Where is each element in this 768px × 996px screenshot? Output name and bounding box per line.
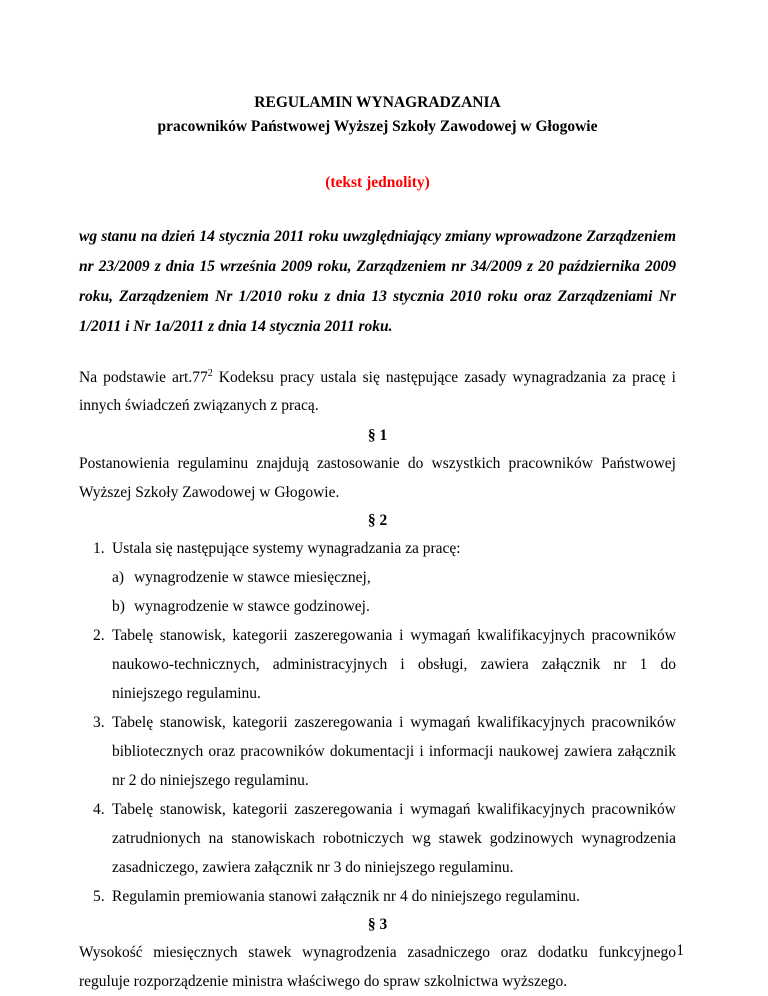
sublist-item-letter: b) (112, 598, 125, 615)
document-content (79, 92, 676, 996)
unified-text-label: (tekst jednolity) (325, 174, 430, 191)
list-item-number: 1. (93, 540, 105, 557)
legal-basis-superscript: 2 (207, 368, 213, 379)
document-subtitle: pracowników Państwowej Wyższej Szkoły Zawodowej w Głogowie (157, 118, 598, 135)
sublist-item (112, 592, 676, 621)
list-item-number: 5. (93, 888, 105, 905)
list-item (79, 534, 676, 621)
list-item (79, 621, 676, 708)
list-item-text: Regulamin premiowania stanowi załącznik nr 4 do niniejszego regulaminu. (112, 888, 580, 905)
status-paragraph: wg stanu na dzień 14 stycznia 2011 roku uwzględniający zmiany wprowadzone Zarządzeniem nr 23/2009 z dnia 15 września 2009 roku, Zarządzeniem nr 34/2009 z 20 października 2009 roku, Zarządzeniem Nr 1/2010 roku z dnia 13 stycznia 2010 roku oraz Zarządzeniami Nr 1/2011 i Nr 1a/2011 z dnia 14 stycznia 2011 roku. (79, 228, 676, 335)
list-item-text: Tabelę stanowisk, kategorii zaszeregowania i wymagań kwalifikacyjnych pracowników naukowo-technicznych, administracyjnych i obsługi, zawiera załącznik nr 1 do niniejszego regulaminu. (112, 627, 676, 702)
section-2-list (79, 534, 676, 911)
list-item-number: 2. (93, 627, 105, 644)
document-title: REGULAMIN WYNAGRADZANIA (254, 94, 501, 111)
legal-basis-after: Kodeksu pracy ustala się następujące zasady wynagradzania za pracę i innych świadczeń związanych z pracą. (79, 369, 676, 414)
list-item (79, 882, 676, 911)
list-item-text: Tabelę stanowisk, kategorii zaszeregowania i wymagań kwalifikacyjnych pracowników bibliotecznych oraz pracowników dokumentacji i informacji naukowej zawiera załącznik nr 2 do niniejszego regulaminu. (112, 714, 676, 789)
sublist-item-letter: a) (112, 569, 125, 586)
legal-basis-before: Na podstawie art.77 (79, 369, 208, 386)
list-item-text: Tabelę stanowisk, kategorii zaszeregowania i wymagań kwalifikacyjnych pracowników zatrudnionych na stanowiskach robotniczych wg stawek godzinowych wynagrodzenia zasadniczego, zawiera załącznik nr 3 do niniejszego regulaminu. (112, 801, 676, 876)
section-1-text: Postanowienia regulaminu znajdują zastosowanie do wszystkich pracowników Państwowej Wyższej Szkoły Zawodowej w Głogowie. (79, 455, 676, 501)
section-heading-1: § 1 (367, 427, 388, 444)
sublist (112, 563, 676, 621)
list-item-number: 3. (93, 714, 105, 731)
list-item-number: 4. (93, 801, 105, 818)
sublist-item-text: wynagrodzenie w stawce miesięcznej, (134, 569, 371, 586)
list-item (79, 795, 676, 882)
section-3-text: Wysokość miesięcznych stawek wynagrodzenia zasadniczego oraz dodatku funkcyjnego reguluje rozporządzenie ministra właściwego do spraw szkolnictwa wyższego. (79, 944, 676, 990)
legal-basis-paragraph (79, 364, 676, 420)
list-item-text: Ustala się następujące systemy wynagradzania za pracę: (112, 540, 461, 557)
list-item (79, 708, 676, 795)
section-heading-2: § 2 (367, 512, 388, 529)
sublist-item-text: wynagrodzenie w stawce godzinowej. (134, 598, 370, 615)
section-heading-3: § 3 (367, 916, 388, 933)
sublist-item (112, 563, 676, 592)
page-number: 1 (676, 942, 684, 959)
